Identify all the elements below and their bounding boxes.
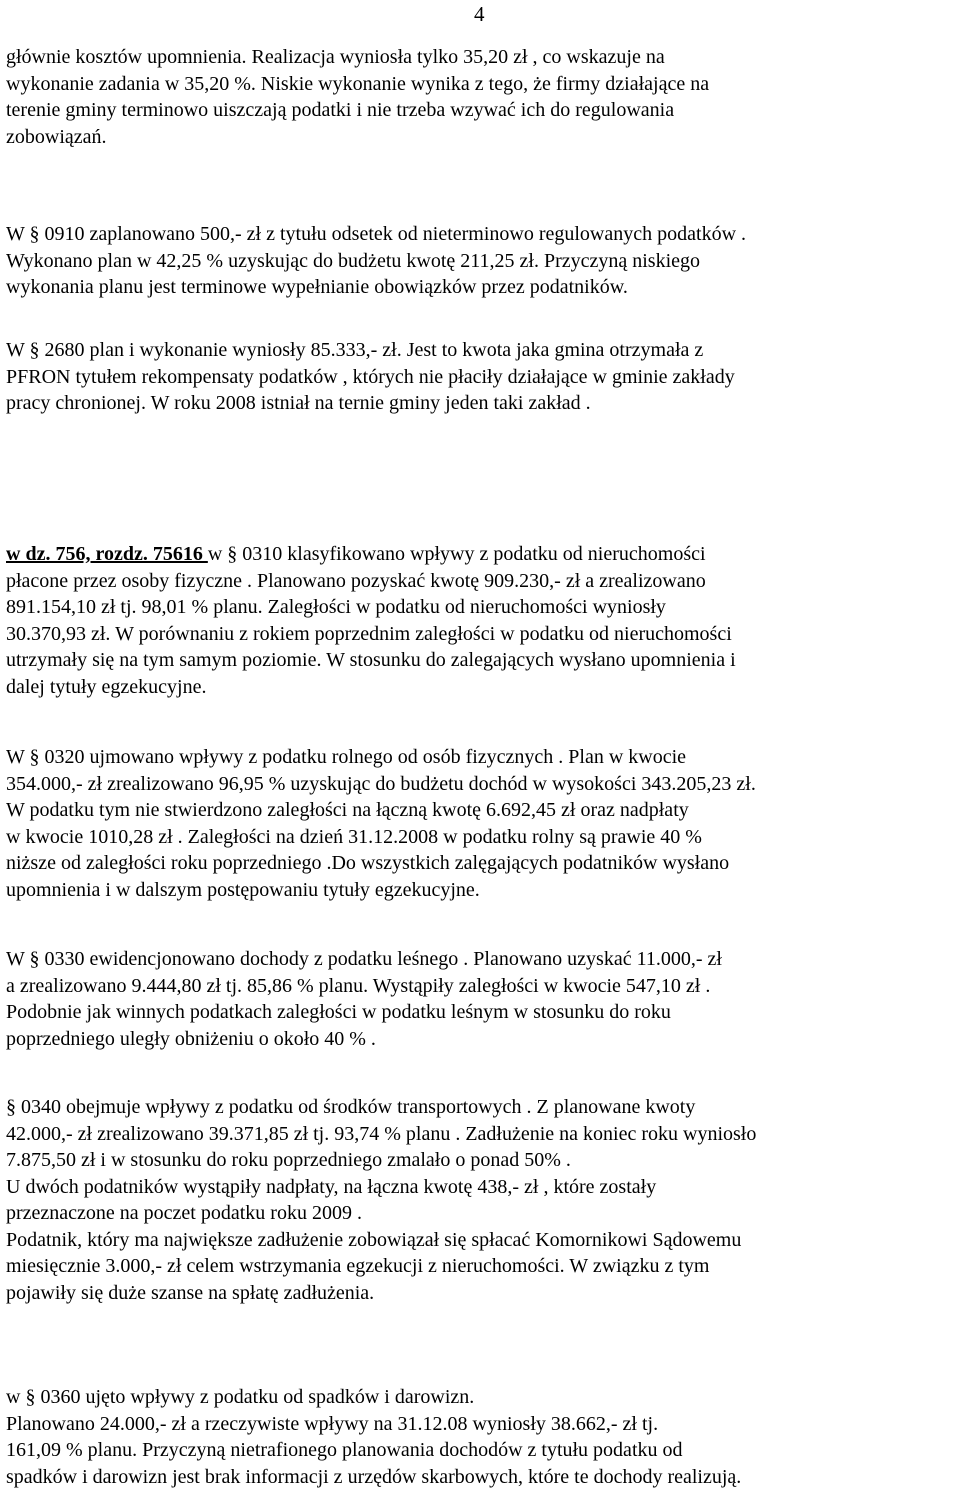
text-line: w § 0360 ujęto wpływy z podatku od spadków i darowizn. (6, 1386, 475, 1408)
text-line: PFRON tytułem rekompensaty podatków , których nie płaciły działające w gminie zakłady (6, 365, 735, 388)
text-line: niższe od zaległości roku poprzedniego .Do wszystkich zalęgających podatników wysłano (6, 852, 730, 874)
text-line: 30.370,93 zł. W porównaniu z rokiem poprzednim zaległości w podatku od nieruchomości (6, 622, 732, 645)
paragraph-0320 (6, 744, 954, 903)
paragraph-2680 (6, 337, 954, 417)
text-line: miesięcznie 3.000,- zł celem wstrzymania egzekucji z nieruchomości. W związku z tym (6, 1255, 710, 1277)
text-line: Wykonano plan w 42,25 % uzyskując do budżetu kwotę 211,25 zł. Przyczyną niskiego (6, 249, 701, 272)
text-line: terenie gminy terminowo uiszczają podatki i nie trzeba wzywać ich do regulowania (6, 99, 675, 121)
text-line: płacone przez osoby fizyczne . Planowano pozyskać kwotę 909.230,- zł a zrealizowano (6, 569, 706, 592)
text-line: W § 2680 plan i wykonanie wyniosły 85.333,- zł. Jest to kwota jaka gmina otrzymała z (6, 339, 704, 361)
text-line: 891.154,10 zł tj. 98,01 % planu. Zaległości w podatku od nieruchomości wyniosły (6, 596, 666, 618)
text-line: spadków i darowizn jest brak informacji z urzędów skarbowych, które te dochody realizują. (6, 1465, 742, 1488)
text-line: U dwóch podatników wystąpiły nadpłaty, na łączna kwotę 438,- zł , które zostały (6, 1175, 657, 1198)
paragraph-0330 (6, 946, 954, 1052)
text-line: pracy chronionej. W roku 2008 istniał na ternie gminy jeden taki zakład . (6, 392, 591, 414)
text-line: utrzymały się na tym samym poziomie. W stosunku do zalegających wysłano upomnienia i (6, 649, 736, 671)
text-line: pojawiły się duże szanse na spłatę zadłużenia. (6, 1281, 375, 1304)
text-line: Planowano 24.000,- zł a rzeczywiste wpływy na 31.12.08 wyniosły 38.662,- zł tj. (6, 1412, 659, 1435)
paragraph-0310 (6, 541, 954, 700)
text-line-rest: w § 0310 klasyfikowano wpływy z podatku od nieruchomości (207, 543, 706, 565)
text-line: 7.875,50 zł i w stosunku do roku poprzedniego zmalało o ponad 50% . (6, 1149, 571, 1171)
text-line: upomnienia i w dalszym postępowaniu tytuły egzekucyjne. (6, 878, 480, 901)
text-line: wykonanie zadania w 35,20 %. Niskie wykonanie wynika z tego, że firmy działające na (6, 72, 710, 95)
text-line: Podobnie jak winnych podatkach zaległości w podatku leśnym w stosunku do roku (6, 1001, 671, 1023)
page-number: 4 (474, 2, 485, 26)
text-line: 161,09 % planu. Przyczyną nietrafionego planowania dochodów z tytułu podatku od (6, 1439, 683, 1461)
text-line: Podatnik, który ma największe zadłużenie zobowiązał się spłacać Komornikowi Sądowemu (6, 1228, 742, 1251)
text-line: W § 0910 zaplanowano 500,- zł z tytułu odsetek od nieterminowo regulowanych podatków . (6, 223, 747, 245)
text-line: § 0340 obejmuje wpływy z podatku od środków transportowych . Z planowane kwoty (6, 1096, 696, 1118)
text-line: 354.000,- zł zrealizowano 96,95 % uzyskując do budżetu dochód w wysokości 343.205,23 zł. (6, 772, 756, 795)
text-line: W § 0320 ujmowano wpływy z podatku rolnego od osób fizycznych . Plan w kwocie (6, 746, 687, 768)
paragraph-upomnienia (6, 44, 954, 150)
text-line: wykonania planu jest terminowe wypełnianie obowiązków przez podatników. (6, 276, 628, 298)
text-line: a zrealizowano 9.444,80 zł tj. 85,86 % planu. Wystąpiły zaległości w kwocie 547,10 zł . (6, 974, 711, 997)
paragraph-0340 (6, 1094, 954, 1306)
text-line: W § 0330 ewidencjonowano dochody z podatku leśnego . Planowano uzyskać 11.000,- zł (6, 948, 722, 970)
section-heading: w dz. 756, rozdz. 75616 (6, 543, 208, 565)
text-line: dalej tytuły egzekucyjne. (6, 675, 207, 698)
paragraph-0360 (6, 1384, 954, 1490)
text-line: W podatku tym nie stwierdzono zaległości na łączną kwotę 6.692,45 zł oraz nadpłaty (6, 799, 689, 821)
text-line: przeznaczone na poczet podatku roku 2009 . (6, 1202, 362, 1224)
text-line: zobowiązań. (6, 125, 107, 148)
paragraph-0910 (6, 221, 954, 301)
text-line: poprzedniego uległy obniżeniu o około 40 % . (6, 1027, 376, 1050)
text-line: 42.000,- zł zrealizowano 39.371,85 zł tj. 93,74 % planu . Zadłużenie na koniec roku wyniosło (6, 1122, 757, 1145)
text-line: głównie kosztów upomnienia. Realizacja wyniosła tylko 35,20 zł , co wskazuje na (6, 46, 665, 68)
text-line (6, 541, 954, 568)
text-line: w kwocie 1010,28 zł . Zaległości na dzień 31.12.2008 w podatku rolny są prawie 40 % (6, 825, 702, 848)
